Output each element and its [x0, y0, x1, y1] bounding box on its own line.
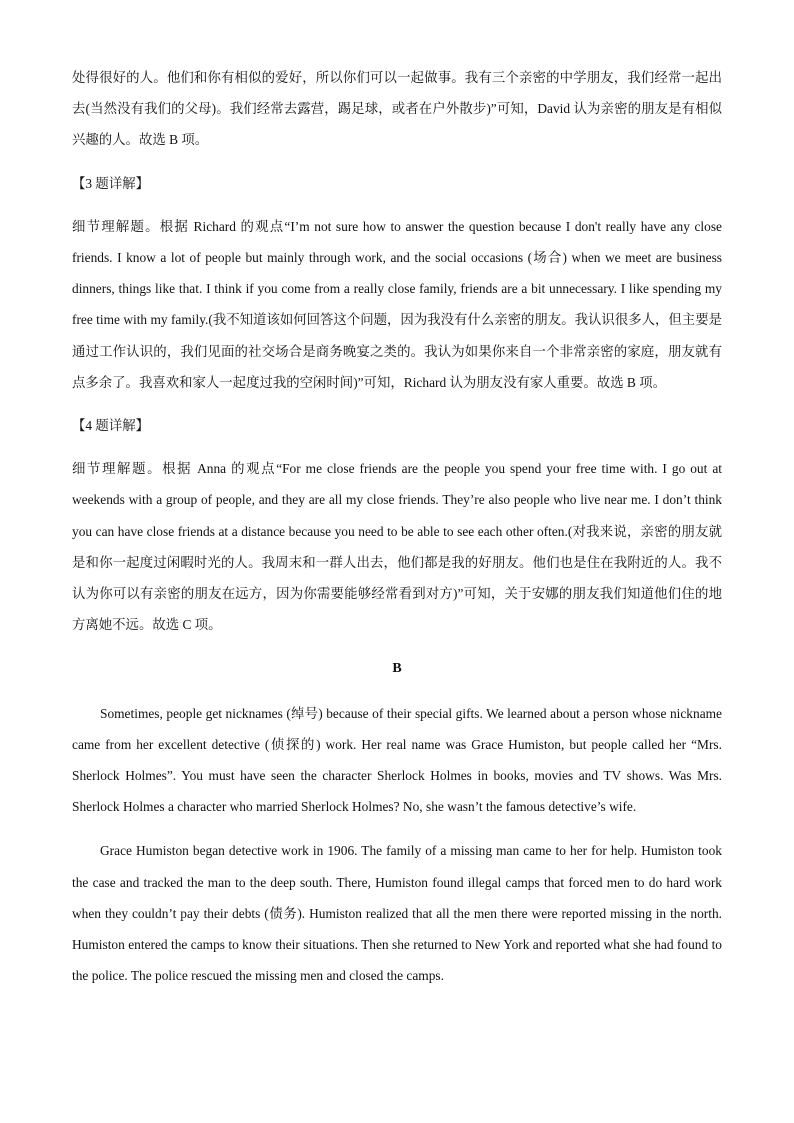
- document-page: [72, 62, 722, 991]
- question-4-heading: 【4 题详解】: [72, 418, 149, 434]
- question-3-heading: 【3 题详解】: [72, 175, 149, 191]
- question-3-explanation: 细节理解题。根据 Richard 的观点“I’m not sure how to answer the question because I don't really have any close friends. I know a lot of people but mainly through work, and the social occasions (场合) when we meet are business dinners, things like that. I think if you come from a really close family, friends are a bit unnecessary. I like spending my free time with my family.(我不知道该如何回答这个问题，因为我没有什么亲密的朋友。我认识很多人，但主要是通过工作认识的，我们见面的社交场合是商务晚宴之类的。我认为如果你来自一个非常亲密的家庭，朋友就有点多余了。我喜欢和家人一起度过我的空闲时间)”可知，Richard 认为朋友没有家人重要。故选 B 项。: [72, 218, 722, 390]
- passage-b-paragraph-2: Grace Humiston began detective work in 1906. The family of a missing man came to her for help. Humiston took the case and tracked the man to the deep south. There, Humiston found illegal camps that forced men to do hard work when they couldn’t pay their debts (债务). Humiston realized that all the men there were reported missing in the north. Humiston entered the camps to know their situations. Then she returned to New York and reported what she had found to the police. The police rescued the missing men and closed the camps.: [72, 843, 722, 984]
- section-b-title: B: [392, 661, 402, 677]
- passage-b-paragraph-1: Sometimes, people get nicknames (绰号) because of their special gifts. We learned about a person whose nickname came from her excellent detective (侦探的) work. Her real name was Grace Humiston, but people called her “Mrs. Sherlock Holmes”. You must have seen the character Sherlock Holmes in books, movies and TV shows. Was Mrs. Sherlock Holmes a character who married Sherlock Holmes? No, she wasn’t the famous detective’s wife.: [72, 705, 722, 815]
- answer-2-explanation-tail: 处得很好的人。他们和你有相似的爱好，所以你们可以一起做事。我有三个亲密的中学朋友，我们经常一起出去(当然没有我们的父母)。我们经常去露营，踢足球，或者在户外散步)”可知，David 认为亲密的朋友是有相似兴趣的人。故选 B 项。: [72, 70, 722, 148]
- question-4-explanation: 细节理解题。根据 Anna 的观点“For me close friends are the people you spend your free time with. I go out at weekends with a group of people, and they are all my close friends. They’re also people who live near me. I don’t think you can have close friends at a distance because you need to be able to see each other often.(对我来说，亲密的朋友就是和你一起度过闲暇时光的人。我周末和一群人出去，他们都是我的好朋友。他们也是住在我附近的人。我不认为你可以有亲密的朋友在远方，因为你需要能够经常看到对方)”可知，关于安娜的朋友我们知道他们住的地方离她不远。故选 C 项。: [72, 461, 722, 633]
